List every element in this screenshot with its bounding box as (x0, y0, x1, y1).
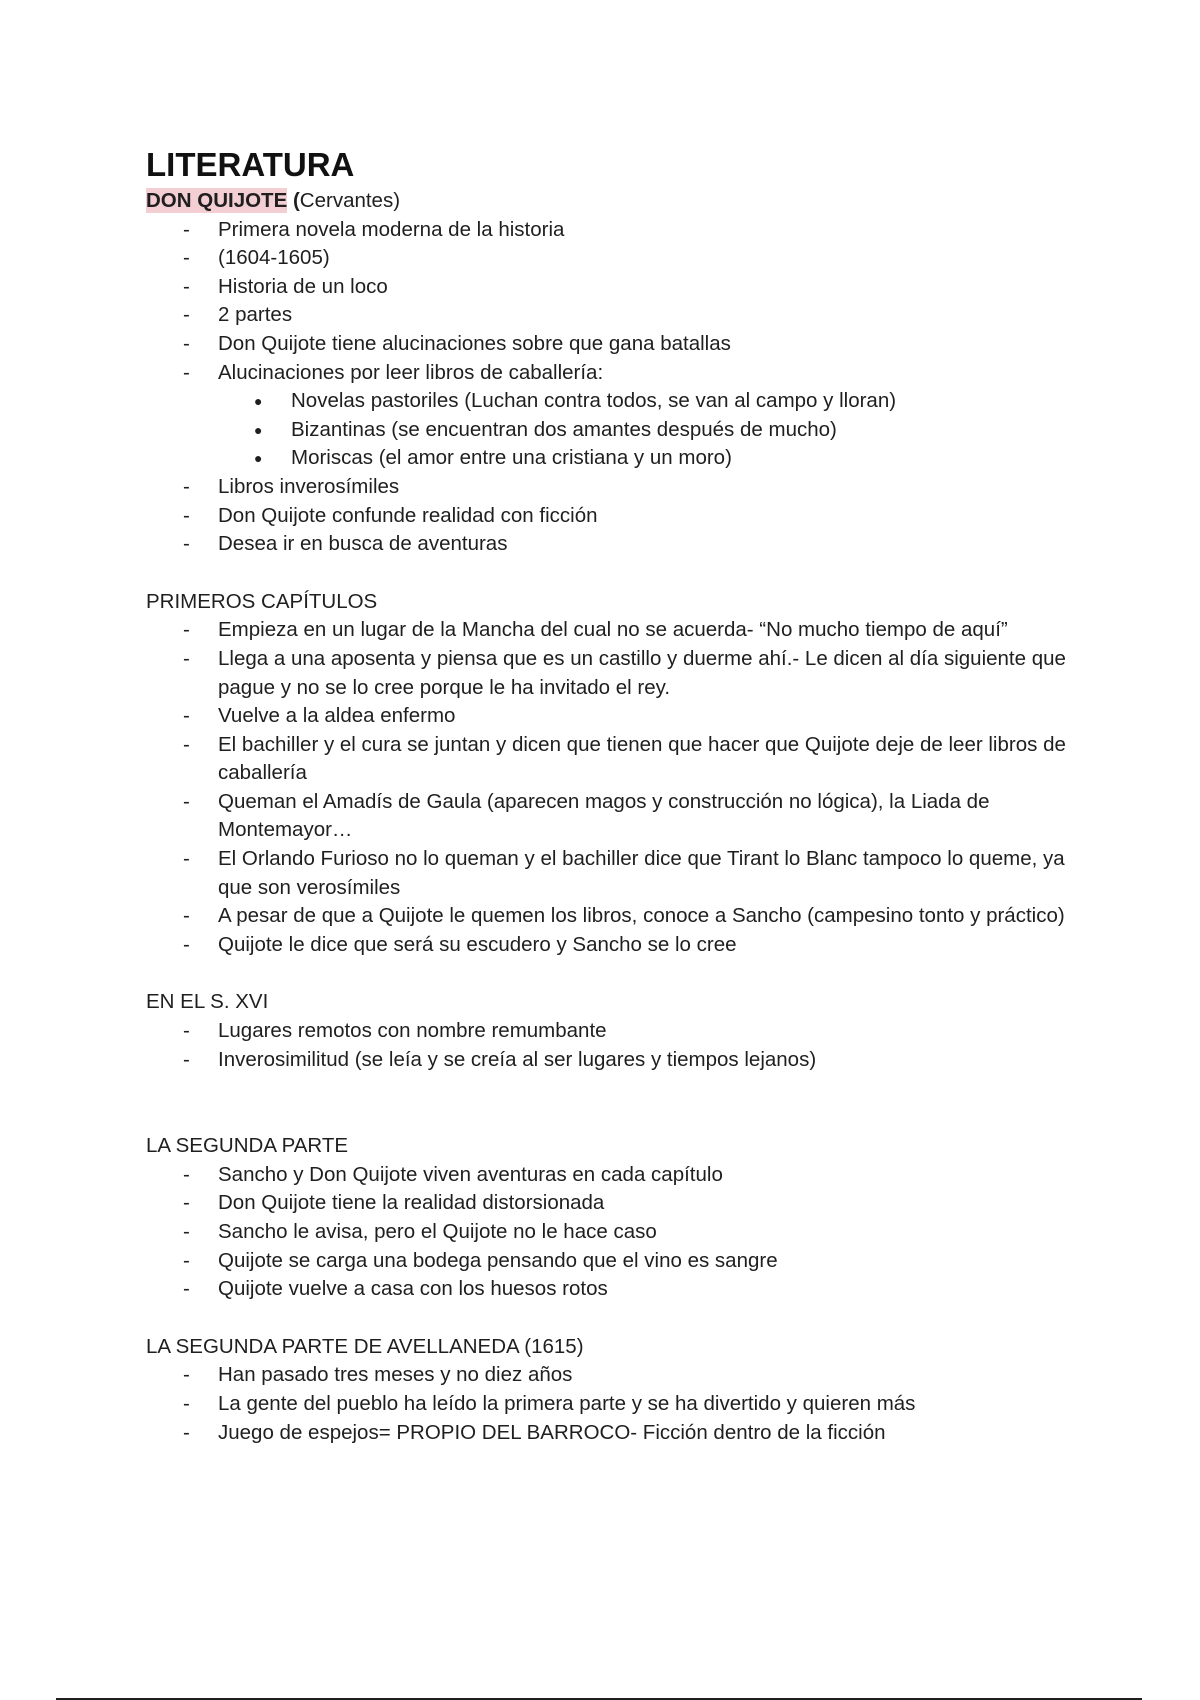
section-heading-primeros-capitulos: PRIMEROS CAPÍTULOS (146, 589, 378, 613)
list-item: - Libros inverosímiles (146, 473, 1066, 502)
list-item: - A pesar de que a Quijote le quemen los libros, conoce a Sancho (campesino tonto y práctico) (146, 902, 1066, 931)
intro-list-continued (146, 473, 1066, 559)
section-list-primeros-capitulos (146, 616, 1066, 959)
sub-list-item: ● Moriscas (el amor entre una cristiana y un moro) (146, 444, 1066, 473)
list-item: - Historia de un loco (146, 273, 1066, 302)
section-list-s-xvi (146, 1017, 1066, 1074)
paren-open: ( (287, 189, 300, 212)
list-item: - Quijote vuelve a casa con los huesos rotos (146, 1275, 1066, 1304)
list-item: - Llega a una aposenta y piensa que es un castillo y duerme ahí.- Le dicen al día siguiente que pague y no se lo cree porque le ha invitado el rey. (146, 645, 1066, 702)
list-item: - Primera novela moderna de la historia (146, 216, 1066, 245)
list-item: - El Orlando Furioso no lo queman y el bachiller dice que Tirant lo Blanc tampoco lo queme, ya que son verosímiles (146, 845, 1066, 902)
list-item: - Don Quijote tiene la realidad distorsionada (146, 1189, 1066, 1218)
list-item: - 2 partes (146, 301, 1066, 330)
list-item: - Inverosimilitud (se leía y se creía al ser lugares y tiempos lejanos) (146, 1046, 1066, 1075)
document-title: LITERATURA (146, 146, 355, 183)
section-heading-segunda-parte: LA SEGUNDA PARTE (146, 1134, 349, 1158)
sub-list-item: ● Novelas pastoriles (Luchan contra todos, se van al campo y lloran) (146, 387, 1066, 416)
list-item: - Desea ir en busca de aventuras (146, 530, 1066, 559)
section-heading-s-xvi: EN EL S. XVI (146, 990, 269, 1014)
document-page (146, 145, 1066, 1447)
list-item: - Han pasado tres meses y no diez años (146, 1361, 1066, 1390)
list-item: - La gente del pueblo ha leído la primera parte y se ha divertido y quieren más (146, 1390, 1066, 1419)
section-heading-avellaneda: LA SEGUNDA PARTE DE AVELLANEDA (1615) (146, 1334, 584, 1358)
list-item: - Sancho y Don Quijote viven aventuras en cada capítulo (146, 1161, 1066, 1190)
list-item: - Quijote le dice que será su escudero y Sancho se lo cree (146, 931, 1066, 960)
list-item: - (1604-1605) (146, 244, 1066, 273)
section-list-avellaneda (146, 1361, 1066, 1447)
sub-list-item: ● Bizantinas (se encuentran dos amantes después de mucho) (146, 416, 1066, 445)
list-item: - El bachiller y el cura se juntan y dicen que tienen que hacer que Quijote deje de leer libros de caballería (146, 731, 1066, 788)
work-title (146, 187, 1066, 216)
list-item: - Lugares remotos con nombre remumbante (146, 1017, 1066, 1046)
highlighted-work-name: DON QUIJOTE (146, 189, 288, 212)
subgenre-list (146, 387, 1066, 473)
list-item: - Alucinaciones por leer libros de caballería: (146, 359, 1066, 388)
list-item: - Quijote se carga una bodega pensando que el vino es sangre (146, 1247, 1066, 1276)
section-list-segunda-parte (146, 1161, 1066, 1304)
list-item: - Queman el Amadís de Gaula (aparecen magos y construcción no lógica), la Liada de Montemayor… (146, 788, 1066, 845)
list-item: - Sancho le avisa, pero el Quijote no le hace caso (146, 1218, 1066, 1247)
list-item: - Juego de espejos= PROPIO DEL BARROCO- Ficción dentro de la ficción (146, 1419, 1066, 1448)
author-name: Cervantes) (299, 189, 401, 212)
list-item: - Don Quijote confunde realidad con ficción (146, 502, 1066, 531)
list-item: - Empieza en un lugar de la Mancha del cual no se acuerda- “No mucho tiempo de aquí” (146, 616, 1066, 645)
list-item: - Vuelve a la aldea enfermo (146, 702, 1066, 731)
list-item: - Don Quijote tiene alucinaciones sobre que gana batallas (146, 330, 1066, 359)
intro-list (146, 216, 1066, 388)
